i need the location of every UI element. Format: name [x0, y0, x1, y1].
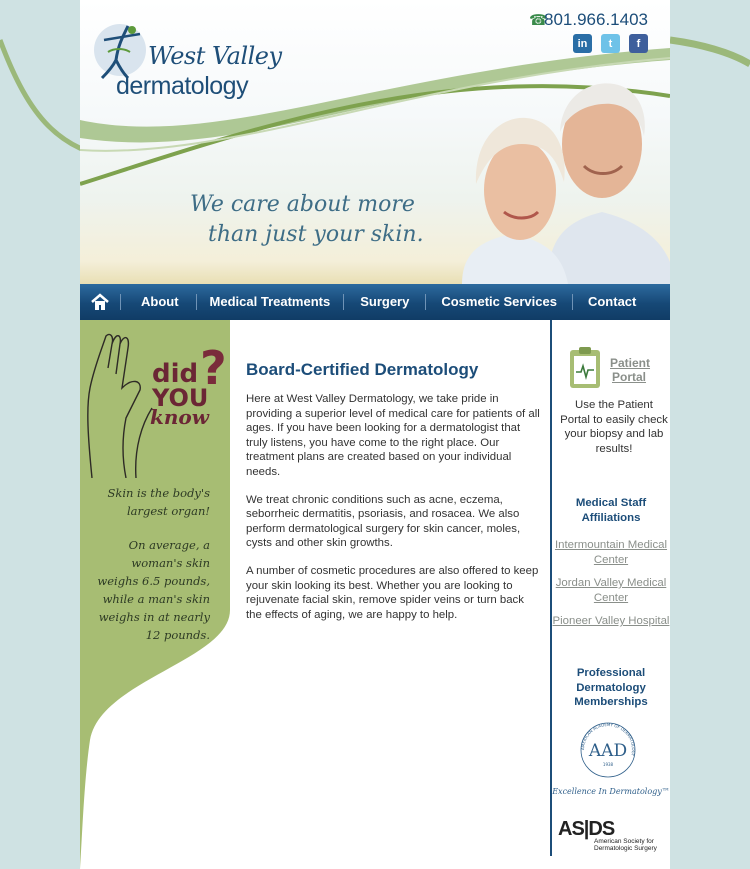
affiliations-heading: Medical Staff Affiliations: [575, 497, 647, 524]
clipboard-icon[interactable]: [568, 346, 602, 390]
nav-item-surgery[interactable]: Surgery: [343, 294, 425, 310]
memberships-heading: Professional Dermatology Memberships: [574, 667, 648, 708]
portal-description: Use the Patient Portal to easily check your biopsy and lab results!: [560, 399, 668, 455]
social-links: [573, 34, 648, 53]
header-banner: [80, 0, 670, 284]
badge-know: know: [150, 405, 209, 429]
nav-item-about[interactable]: About: [120, 294, 196, 310]
affiliation-jordan-valley[interactable]: Jordan Valley Medical Center: [555, 577, 667, 604]
logo-text-west-valley: West Valley: [148, 42, 282, 70]
right-sidebar: [550, 320, 670, 856]
cosmetic-paragraph: A number of cosmetic procedures are also offered to keep your skin looking its best. Whether you are looking to rejuvenate facial skin, remove spider veins or turn back the effects of aging, we are happy to help.: [246, 564, 539, 621]
affiliation-pioneer-valley[interactable]: Pioneer Valley Hospital: [552, 615, 670, 627]
badge-you: YOU: [152, 384, 209, 412]
facebook-glyph: f: [636, 37, 641, 50]
logo-text-dermatology: dermatology: [116, 72, 249, 100]
linkedin-icon[interactable]: [573, 34, 592, 53]
phone-icon: ☎: [529, 12, 548, 29]
asds-line-1: American Society for: [594, 838, 654, 845]
aad-ring-text: AMERICAN ACADEMY OF DERMATOLOGY: [579, 721, 637, 757]
page-title: Board-Certified Dermatology: [246, 360, 479, 379]
twitter-icon[interactable]: [601, 34, 620, 53]
asds-line-2: Dermatologic Surgery: [594, 845, 657, 852]
patient-portal-link[interactable]: [610, 356, 650, 384]
tagline-line-1: We care about more: [190, 192, 415, 217]
aad-tagline: Excellence In Dermatology™: [552, 787, 670, 796]
home-icon[interactable]: [80, 284, 120, 320]
tagline-line-2: than just your skin.: [208, 222, 424, 247]
badge-did: did: [152, 359, 199, 389]
home-glyph: [90, 293, 110, 311]
nav-item-cosmetic-services[interactable]: Cosmetic Services: [425, 294, 572, 310]
aad-letters: AAD: [588, 741, 628, 761]
fact-1: Skin is the body's largest organ!: [107, 486, 210, 518]
badge-question-mark: ?: [200, 344, 227, 395]
aad-logo[interactable]: [578, 720, 638, 780]
phone-number[interactable]: [529, 10, 648, 30]
logo[interactable]: [94, 20, 284, 104]
couple-photo: [452, 72, 670, 284]
portal-link-line-2: Portal: [612, 370, 647, 384]
header-tagline: [190, 190, 424, 250]
asds-abbreviation: AS|DS: [558, 818, 615, 840]
nav-item-medical-treatments[interactable]: Medical Treatments: [196, 294, 344, 310]
portal-link-line-1: Patient: [610, 356, 651, 370]
main-content: [246, 360, 542, 635]
main-navigation: [80, 284, 670, 320]
linkedin-glyph: in: [577, 37, 588, 50]
affiliation-intermountain[interactable]: Intermountain Medical Center: [554, 539, 668, 566]
phone-text: 801.966.1403: [544, 10, 648, 29]
fact-2: On average, a woman's skin weighs 6.5 pounds, while a man's skin weighs in at nearly 12 pounds.: [97, 538, 210, 642]
asds-fullname: [594, 838, 657, 852]
facebook-icon[interactable]: [629, 34, 648, 53]
intro-paragraph: Here at West Valley Dermatology, we take pride in providing a superior level of medical care for patients of all ages. If you have been looking for a dermatologist that truly listens, you have come to the right place. Our treatment plans are created based on your individual needs.: [246, 393, 540, 478]
asds-logo[interactable]: [558, 818, 668, 852]
aad-year: 1938: [602, 762, 614, 767]
nav-item-contact[interactable]: Contact: [572, 294, 648, 310]
twitter-glyph: t: [608, 37, 613, 50]
conditions-paragraph: We treat chronic conditions such as acne, eczema, seborrheic dermatitis, psoriasis, and rosacea. We also perform dermatological surgery for skin cancer, moles, cysts and other skin growths.: [246, 493, 521, 550]
did-you-know-sidebar: [80, 320, 230, 869]
page-container: [80, 0, 670, 869]
did-you-know-badge: [146, 344, 246, 444]
